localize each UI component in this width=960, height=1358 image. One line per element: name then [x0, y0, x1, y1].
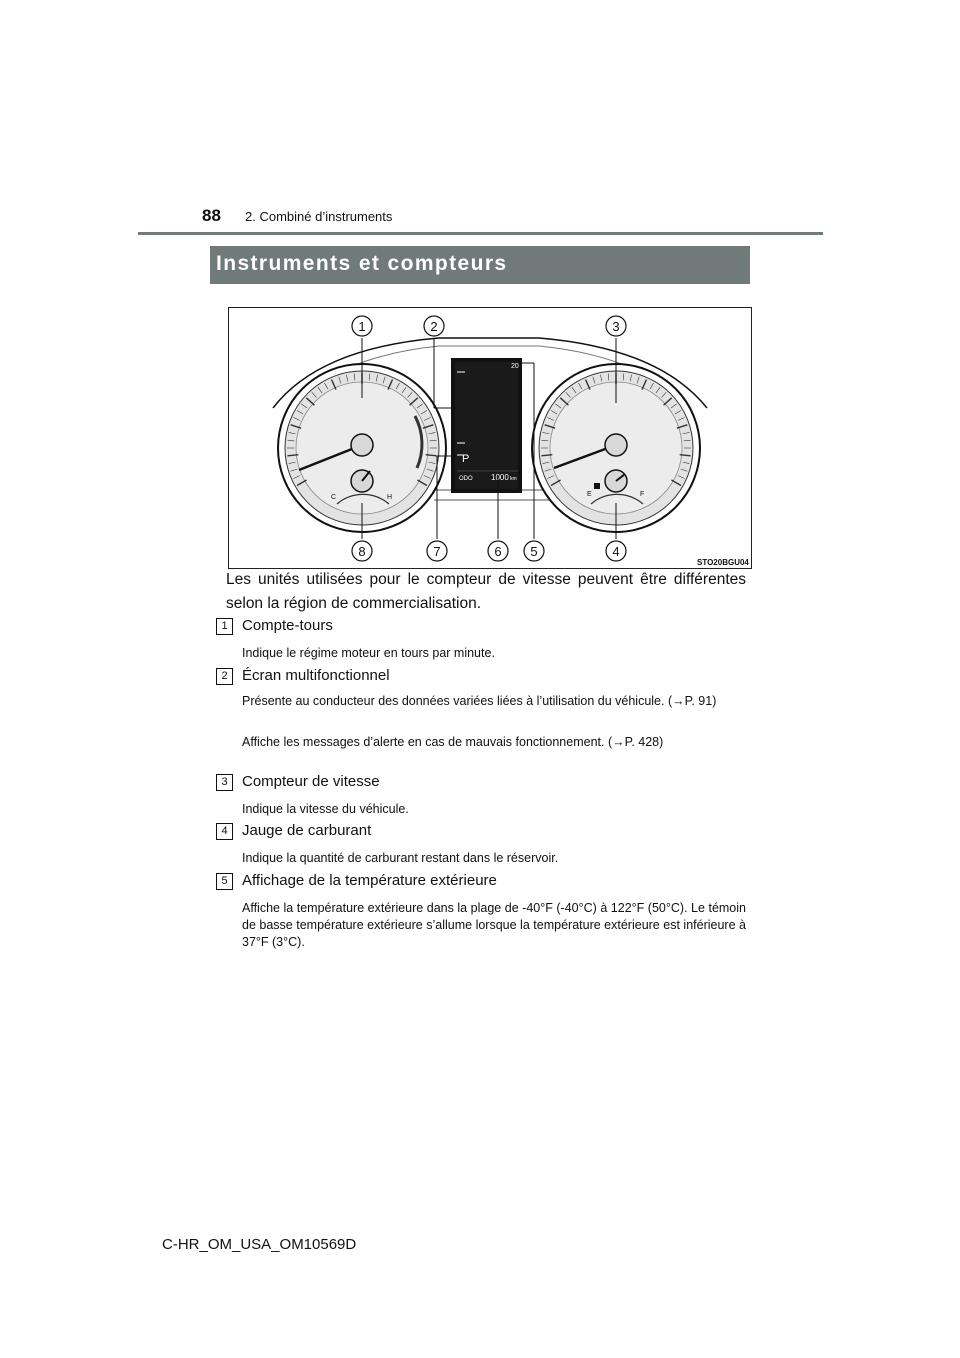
- fuel-pump-icon: [594, 483, 600, 489]
- callout-2-label: 2: [430, 319, 438, 334]
- callout-5: [524, 541, 544, 561]
- intro-paragraph: Les unités utilisées pour le compteur de vitesse peuvent être différentes selon la région de commercialisation.: [226, 571, 746, 612]
- item-3-number: 3: [216, 774, 233, 791]
- footer-code: C-HR_OM_USA_OM10569D: [162, 1236, 357, 1253]
- fuel-full-letter: F: [640, 491, 645, 498]
- figure-code: STO20BGU04: [697, 558, 749, 567]
- callout-1: [352, 316, 372, 336]
- item-5-title: Affichage de la température extérieure: [242, 872, 497, 889]
- callout-7: [427, 541, 447, 561]
- header-rule: [138, 232, 823, 235]
- display-temp: 20: [511, 363, 519, 370]
- callout-7-label: 7: [433, 544, 441, 559]
- page-number: 88: [202, 206, 221, 225]
- item-3-title: Compteur de vitesse: [242, 773, 380, 790]
- instrument-cluster-figure: [228, 307, 752, 569]
- display-odo-value: 1000: [491, 473, 509, 482]
- callout-4-label: 4: [612, 544, 620, 559]
- callout-6: [488, 541, 508, 561]
- callout-3-label: 3: [612, 319, 620, 334]
- item-4-desc: Indique la quantité de carburant restant dans le réservoir.: [242, 851, 559, 865]
- item-4-number: 4: [216, 823, 233, 840]
- callout-3: [606, 316, 626, 336]
- callout-8: [352, 541, 372, 561]
- fuel-empty-letter: E: [587, 491, 592, 498]
- display-odo-label: ODO: [459, 476, 473, 482]
- item-2-desc-1: Présente au conducteur des données variées liées à l’utilisation du véhicule. (→P. 91): [242, 694, 717, 708]
- item-5-number: 5: [216, 873, 233, 890]
- temp-high-letter: H: [387, 494, 393, 501]
- item-5-desc: Affiche la température extérieure dans la plage de -40°F (-40°C) à 122°F (50°C). Le témoin de basse température extérieure s’allume lorsque la température extérieure est inférieure à 37°F (3°C).: [242, 901, 746, 949]
- callout-1-label: 1: [358, 319, 366, 334]
- callout-5-label: 5: [530, 544, 538, 559]
- item-1-desc: Indique le régime moteur en tours par minute.: [242, 646, 495, 660]
- item-4-title: Jauge de carburant: [242, 822, 372, 839]
- item-3-desc: Indique la vitesse du véhicule.: [242, 802, 409, 816]
- section-header: 2. Combiné d’instruments: [245, 209, 393, 224]
- display-gear: P: [462, 453, 470, 465]
- item-2-title: Écran multifonctionnel: [242, 667, 390, 684]
- multi-information-display: [451, 358, 522, 493]
- callout-8-label: 8: [358, 544, 366, 559]
- item-1-number: 1: [216, 618, 233, 635]
- item-1-title: Compte-tours: [242, 617, 333, 634]
- callout-2: [424, 316, 444, 336]
- temp-low-letter: C: [331, 494, 337, 501]
- item-2-number: 2: [216, 668, 233, 685]
- display-odo-unit: km: [510, 476, 517, 482]
- callout-6-label: 6: [494, 544, 502, 559]
- callout-4: [606, 541, 626, 561]
- item-2-desc-2: Affiche les messages d’alerte en cas de mauvais fonctionnement. (→P. 428): [242, 735, 664, 749]
- instrument-cluster-illustration: [229, 308, 751, 568]
- page-title: Instruments et compteurs: [216, 252, 508, 275]
